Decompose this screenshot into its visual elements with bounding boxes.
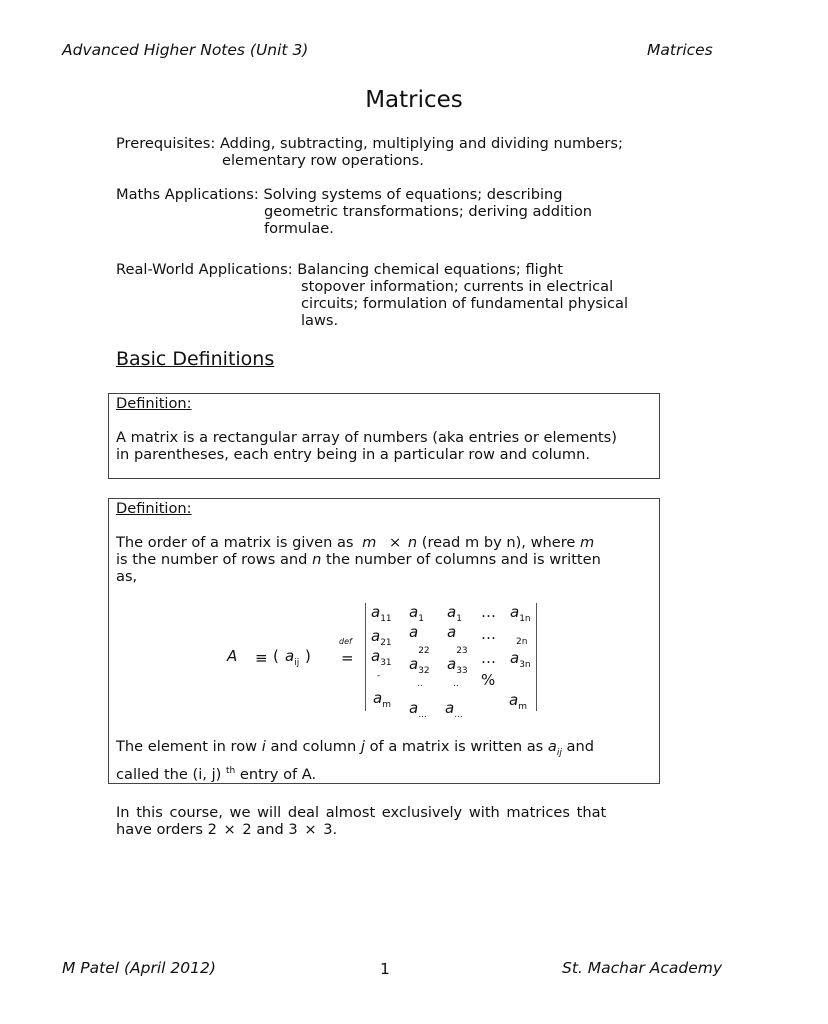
matrix-cell: $a_{...}$ [445, 699, 463, 720]
prerequisites-line2: elementary row operations. [222, 152, 424, 169]
element-text-c: of a matrix is written as [369, 738, 544, 755]
maths-applications-text1: Solving systems of equations; describing [263, 186, 563, 203]
definition-label-2: Definition: [116, 500, 192, 517]
order-text-b: (read m by n), where [421, 534, 576, 551]
page-number: 1 [380, 960, 390, 978]
matrix-cell: $a_{21}$ [371, 627, 392, 648]
prerequisites-label: Prerequisites: [116, 135, 216, 152]
var-i: i [261, 738, 266, 755]
times-symbol-2: × [304, 821, 317, 838]
def-label: def [339, 637, 352, 646]
maths-applications-line3: formulae. [264, 220, 334, 237]
matrix-cell: $a_{11}$ [371, 603, 392, 624]
maths-applications-line1 [116, 186, 563, 203]
called-line [116, 763, 316, 783]
real-world-applications-line1 [116, 261, 563, 278]
aij-inline: $a_{ij}$ [547, 738, 562, 758]
header-left: Advanced Higher Notes (Unit 3) [62, 41, 309, 59]
def-equals: = [341, 649, 354, 667]
matrix-ellipsis: … [481, 603, 496, 621]
aij-a: a [285, 647, 295, 665]
section-heading: Basic Definitions [116, 348, 275, 370]
matrix-vdots: .. [453, 679, 459, 689]
definition-2-line2 [116, 551, 601, 568]
real-world-label: Real-World Applications: [116, 261, 293, 278]
footer-right: St. Machar Academy [562, 959, 723, 977]
matrix-left-bracket [365, 603, 366, 711]
var-m-2: m [580, 534, 595, 551]
called-text-b: entry of A. [239, 765, 317, 783]
definition-2-line1 [116, 534, 594, 551]
matrix-equation [109, 599, 659, 719]
definition-1-line2: in parentheses, each entry being in a particular row and column. [116, 446, 591, 463]
matrix-cell: $a_1$ [409, 603, 424, 624]
aij-close-paren: ) [305, 647, 311, 665]
definition-box-1 [108, 393, 660, 479]
matrix-cell: $a_m$ [509, 691, 527, 712]
definition-2-line3: as, [116, 568, 138, 585]
closing-line2 [116, 821, 337, 838]
closing-text-b: 2 and 3 [242, 821, 298, 838]
definition-label-1: Definition: [116, 395, 192, 412]
matrix-ellipsis: … [481, 649, 496, 667]
matrix-cell: $a_{32}$ [409, 655, 430, 676]
closing-text-a: have orders 2 [116, 821, 217, 838]
prerequisites-line1 [116, 135, 623, 152]
prerequisites-text1: Adding, subtracting, multiplying and dividing numbers; [219, 135, 623, 152]
matrix-ellipsis: … [481, 625, 496, 643]
element-text-b: and column [270, 738, 357, 755]
order-text-a: The order of a matrix is given as [116, 534, 354, 551]
maths-applications-line2: geometric transformations; deriving addition [264, 203, 593, 220]
footer-left: M Patel (April 2012) [62, 959, 216, 977]
matrix-cell: $a_{3n}$ [510, 649, 531, 670]
matrix-cell: $a_1$ [447, 603, 462, 624]
definition-1-line1: A matrix is a rectangular array of numbers (aka entries or elements) [116, 429, 617, 446]
matrix-cell: 2n [516, 637, 528, 647]
closing-line1: In this course, we will deal almost exclusively with matrices that [116, 804, 607, 821]
rows-text: is the number of rows and [116, 551, 308, 568]
matrix-cell: $a_{1n}$ [510, 603, 531, 624]
real-world-applications-line2: stopover information; currents in electrical [301, 278, 614, 295]
aij-open-paren: ( [273, 647, 279, 665]
element-text-a: The element in row [116, 738, 258, 755]
matrix-vdots: .. [417, 679, 423, 689]
matrix-cell: $a_{33}$ [447, 655, 468, 676]
aij-subscript: ij [294, 658, 300, 668]
called-text-a: called the (i, j) [116, 765, 222, 783]
maths-applications-label: Maths Applications: [116, 186, 259, 203]
matrix-cell: $a_{22}$ [409, 623, 430, 656]
times-symbol: × [389, 534, 402, 551]
definition-box-2 [108, 498, 660, 784]
header-right: Matrices [647, 41, 713, 59]
element-line [116, 738, 594, 758]
matrix-cell: $a_{...}$ [409, 699, 427, 720]
matrix-right-bracket [536, 603, 537, 711]
columns-text: the number of columns and is written [325, 551, 601, 568]
var-n-2: n [312, 551, 322, 568]
matrix-ddots: % [481, 671, 496, 689]
var-j: j [360, 738, 365, 755]
real-world-applications-line4: laws. [301, 312, 339, 329]
matrix-vdots: - [377, 671, 381, 681]
var-n: n [407, 534, 418, 551]
element-text-d: and [566, 738, 594, 755]
aij-expression [285, 647, 300, 668]
real-world-text1: Balancing chemical equations; flight [297, 261, 563, 278]
var-m: m [362, 534, 377, 551]
real-world-applications-line3: circuits; formulation of fundamental physical [301, 295, 629, 312]
times-symbol-1: × [223, 821, 236, 838]
matrix-cell: $a_m$ [373, 689, 391, 710]
th-superscript: th [225, 766, 236, 776]
page-title: Matrices [365, 87, 463, 113]
closing-text-c: 3. [323, 821, 338, 838]
equiv-symbol: ≡ [255, 649, 268, 667]
matrix-A: A [227, 647, 238, 665]
matrix-cell: $a_{31}$ [371, 647, 392, 668]
matrix-cell: $a_{23}$ [447, 623, 468, 656]
